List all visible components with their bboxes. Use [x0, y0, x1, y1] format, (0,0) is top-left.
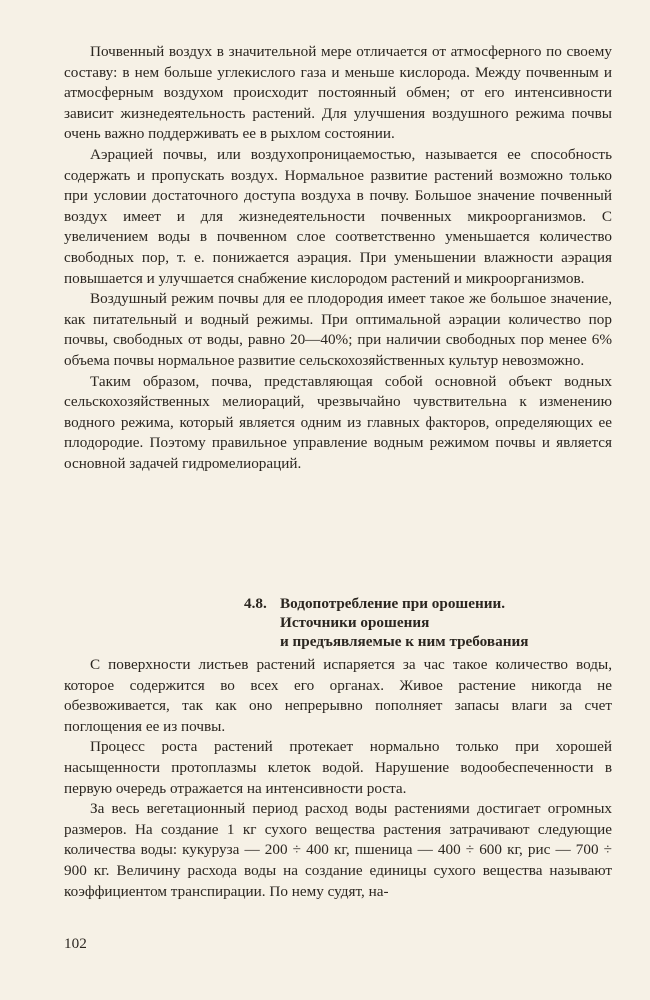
paragraph: Воздушный режим почвы для ее плодородия имеет такое же большое значение, как питательный и водный режимы. При оптимальной аэрации количество пор почвы, свободных от воды, равно 20—40%; при наличии свободных пор менее 6% объема почвы нормальное развитие сельскохозяйственных культур невозможно. — [64, 290, 612, 369]
heading-line-2: Источники орошения — [280, 614, 430, 631]
page-number: 102 — [64, 935, 87, 952]
heading-line-3: и предъявляемые к ним требования — [280, 633, 529, 650]
paragraph: Аэрацией почвы, или воздухопроницаемостью, называется ее способность содержать и пропускать воздух. Нормальное развитие растений возможно только при условии достаточного доступа воздуха в почву. Большое значение почвенный воздух имеет и для жизнедеятельности почвенных микроорганизмов. С увеличением воды в почвенном слое соответственно уменьшается количество свободных пор, т. е. понижается аэрация. При уменьшении влажности аэрация повышается и улучшается снабжение кислородом растений и микроорганизмов. — [64, 145, 612, 287]
text-block-water-consumption — [64, 655, 612, 902]
paragraph: Почвенный воздух в значительной мере отличается от атмосферного по своему составу: в нем больше углекислого газа и меньше кислорода. Между почвенным и атмосферным воздухом происходит постоянный обмен; от его интенсивности зависит жизнедеятельность растений. Для улучшения воздушного режима почвы очень важно поддерживать ее в рыхлом состоянии. — [64, 43, 612, 143]
section-heading — [244, 594, 614, 651]
section-number: 4.8. — [244, 595, 267, 612]
text-block-soil-air — [64, 42, 612, 474]
heading-line-1: Водопотребление при орошении. — [280, 595, 506, 612]
paragraph: Таким образом, почва, представляющая собой основной объект водных сельскохозяйственных мелиораций, чрезвычайно чувствительна к изменению водного режима, который является одним из главных факторов, определяющих ее плодородие. Поэтому правильное управление водным режимом почвы и является основной задачей гидромелиораций. — [64, 372, 612, 472]
paragraph: С поверхности листьев растений испаряется за час такое количество воды, которое содержится во всех его органах. Живое растение никогда не обезвоживается, так как оно непрерывно пополняет запасы влаги за счет поглощения ее из почвы. — [64, 656, 612, 735]
heading-first-line — [244, 594, 614, 613]
paragraph: За весь вегетационный период расход воды растениями достигает огромных размеров. На создание 1 кг сухого вещества растения затрачивают следующие количества воды: кукуруза — 200 ÷ 400 кг, пшеница — 400 ÷ 600 кг, рис — 700 ÷ 900 кг. Величину расхода воды на создание единицы сухого вещества называют коэффициентом транспирации. По нему судят, на- — [64, 800, 612, 900]
paragraph: Процесс роста растений протекает нормально только при хорошей насыщенности протоплазмы клеток водой. Нарушение водообеспеченности в первую очередь отражается на интенсивности роста. — [64, 738, 612, 797]
